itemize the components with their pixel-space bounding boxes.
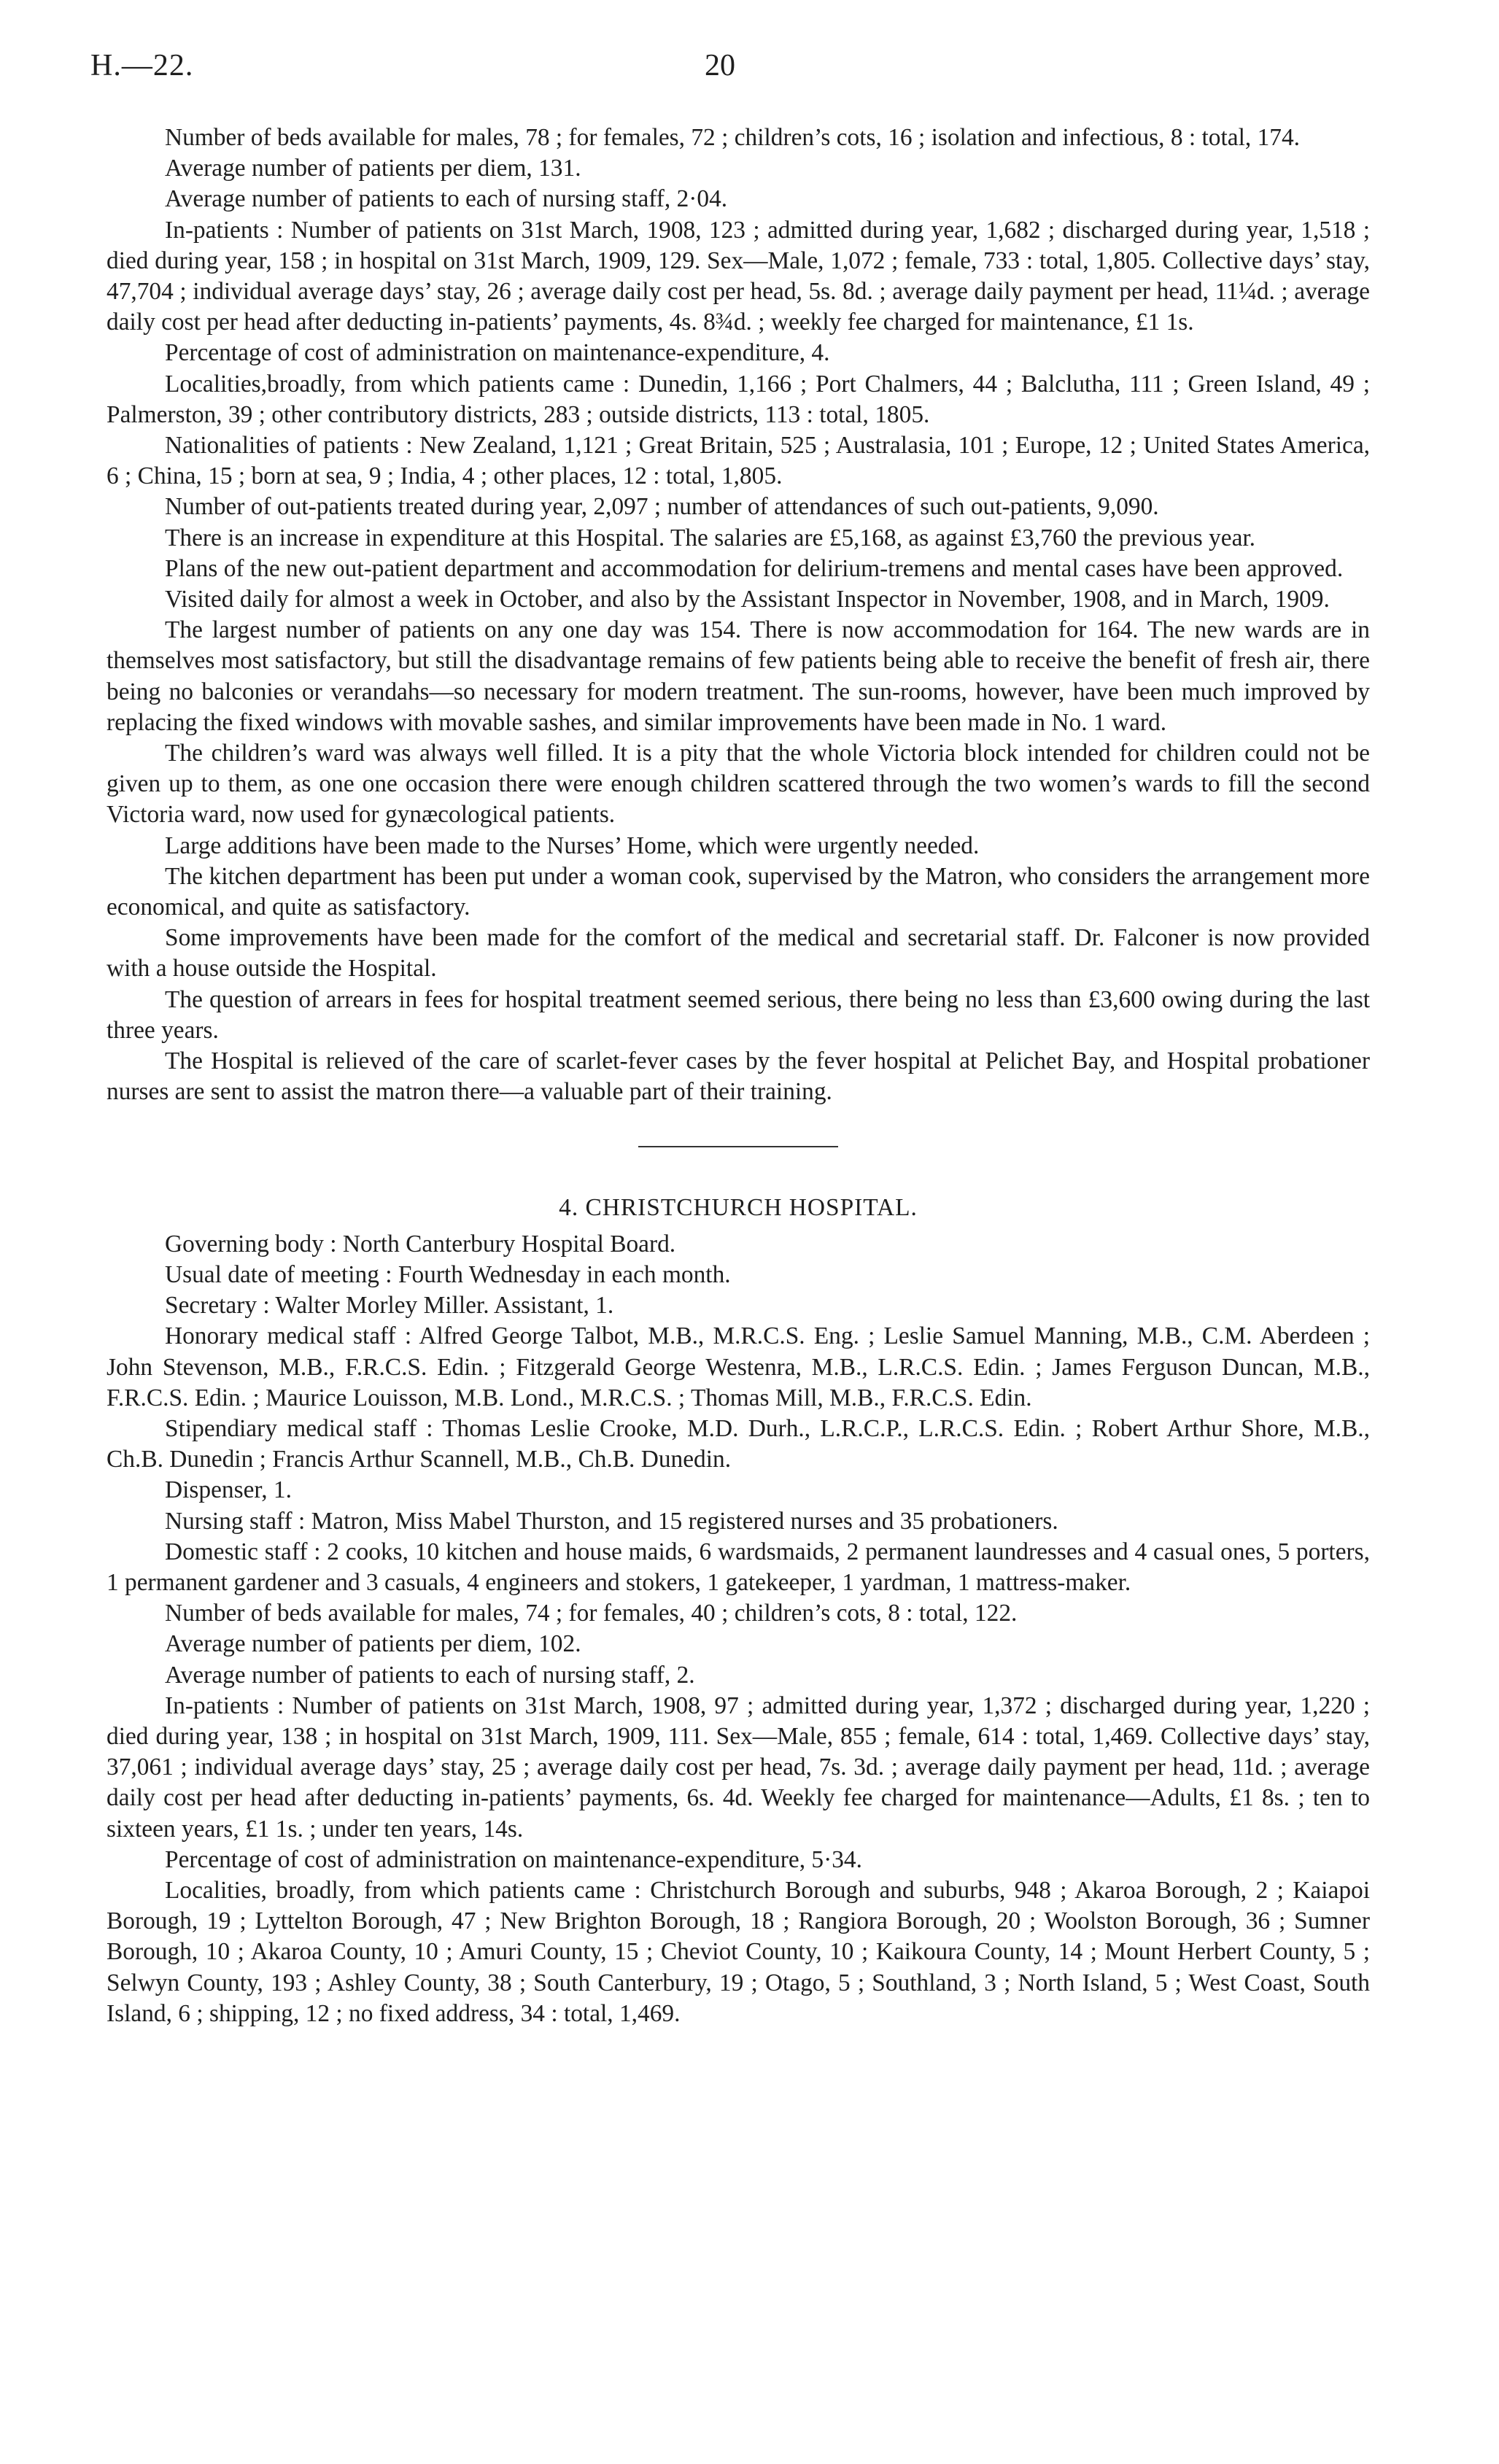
paragraph: Usual date of meeting : Fourth Wednesday in each month. (165, 1260, 731, 1288)
paragraph: Stipendiary medical staff : Thomas Leslie Crooke, M.D. Durh., L.R.C.P., L.R.C.S. Edin. ; Robert Arthur Shore, M.B., Ch.B. Dunedin ; Francis Arthur Scannell, M.B., Ch.B. Dunedin. (106, 1414, 1370, 1473)
document-id: H.—22. (90, 49, 194, 82)
paragraph: Average number of patients per diem, 102. (165, 1630, 581, 1658)
paragraph: Visited daily for almost a week in October, and also by the Assistant Inspector in November, 1908, and in March, 1909. (165, 586, 1330, 613)
paragraph: Domestic staff : 2 cooks, 10 kitchen and house maids, 6 wardsmaids, 2 permanent laundresses and 4 casual ones, 5 porters, 1 permanent gardener and 3 casuals, 4 engineers and stokers, 1 gatekeeper, 1 yardman, 1 mattress-maker. (106, 1538, 1370, 1596)
paragraph: The largest number of patients on any one day was 154. There is now accommodation for 164. The new wards are in themselves most satisfactory, but still the disadvantage remains of few patients being able to receive the benefit of fresh air, there being no balconies or verandahs—so necessary for modern treatment. The sun-rooms, however, have been much improved by replacing the fixed windows with movable sashes, and similar improvements have been made in No. 1 ward. (106, 616, 1370, 736)
paragraph: The Hospital is relieved of the care of scarlet-fever cases by the fever hospital at Pelichet Bay, and Hospital probationer nurses are sent to assist the matron there—a valuable part of their training. (106, 1047, 1370, 1106)
paragraph: Plans of the new out-patient department and accommodation for delirium-tremens and mental cases have been approved. (165, 554, 1344, 582)
paragraph: Large additions have been made to the Nurses’ Home, which were urgently needed. (165, 832, 980, 859)
section-title: 4. CHRISTCHURCH HOSPITAL. (559, 1193, 918, 1221)
page-number: 20 (705, 49, 735, 82)
christchurch-hospital-section (106, 1193, 1370, 2029)
paragraph: The children’s ward was always well filled. It is a pity that the whole Victoria block intended for children could not be given up to them, as one one occasion there were enough children scattered through the two women’s wards to fill the second Victoria ward, now used for gynæcological patients. (106, 740, 1370, 829)
paragraph: Nursing staff : Matron, Miss Mabel Thurston, and 15 registered nurses and 35 probationers. (165, 1507, 1058, 1535)
paragraph: Average number of patients per diem, 131. (165, 155, 581, 182)
paragraph: Governing body : North Canterbury Hospital Board. (165, 1230, 676, 1258)
paragraph: Number of beds available for males, 74 ; for females, 40 ; children’s cots, 8 : total, 122. (165, 1600, 1018, 1627)
paragraph: The kitchen department has been put under a woman cook, supervised by the Matron, who considers the arrangement more economical, and quite as satisfactory. (106, 862, 1370, 921)
paragraph: Number of beds available for males, 78 ; for females, 72 ; children’s cots, 16 ; isolation and infectious, 8 : total, 174. (165, 124, 1301, 151)
paragraph: In-patients : Number of patients on 31st March, 1908, 123 ; admitted during year, 1,682 ; discharged during year, 1,518 ; died during year, 158 ; in hospital on 31st March, 1909, 129. Sex—Male, 1,072 ; female, 733 : total, 1,805. Collective days’ stay, 47,704 ; individual average days’ stay, 26 ; average daily cost per head, 5s. 8d. ; average daily payment per head, 11¼d. ; average daily cost per head after deducting in-patients’ payments, 4s. 8¾d. ; weekly fee charged for maintenance, £1 1s. (106, 216, 1370, 336)
paragraph: Percentage of cost of administration on maintenance-expenditure, 4. (165, 339, 830, 367)
paragraph: Localities,broadly, from which patients came : Dunedin, 1,166 ; Port Chalmers, 44 ; Balclutha, 111 ; Green Island, 49 ; Palmerston, 39 ; other contributory districts, 283 ; outside districts, 113 : total, 1805. (106, 370, 1370, 428)
dunedin-hospital-section (106, 123, 1370, 1108)
page-header (90, 48, 1409, 92)
paragraph: Nationalities of patients : New Zealand, 1,121 ; Great Britain, 525 ; Australasia, 101 ; Europe, 12 ; United States America, 6 ; China, 15 ; born at sea, 9 ; India, 4 ; other places, 12 : total, 1,805. (106, 432, 1370, 490)
paragraph: In-patients : Number of patients on 31st March, 1908, 97 ; admitted during year, 1,372 ; discharged during year, 1,220 ; died during year, 138 ; in hospital on 31st March, 1909, 111. Sex—Male, 855 ; female, 614 : total, 1,469. Collective days’ stay, 37,061 ; individual average days’ stay, 25 ; average daily cost per head, 7s. 3d. ; average daily payment per head, 11d. ; average daily cost per head after deducting in-patients’ payments, 6s. 4d. Weekly fee charged for maintenance—Adults, £1 8s. ; ten to sixteen years, £1 1s. ; under ten years, 14s. (106, 1692, 1370, 1843)
paragraph: Localities, broadly, from which patients came : Christchurch Borough and suburbs, 948 ; Akaroa Borough, 2 ; Kaiapoi Borough, 19 ; Lyttelton Borough, 47 ; New Brighton Borough, 18 ; Rangiora Borough, 20 ; Woolston Borough, 36 ; Sumner Borough, 10 ; Akaroa County, 10 ; Amuri County, 15 ; Cheviot County, 10 ; Kaikoura County, 14 ; Mount Herbert County, 5 ; Selwyn County, 193 ; Ashley County, 38 ; South Canterbury, 19 ; Otago, 5 ; Southland, 3 ; North Island, 5 ; West Coast, South Island, 6 ; shipping, 12 ; no fixed address, 34 : total, 1,469. (106, 1876, 1370, 2027)
paragraph: Average number of patients to each of nursing staff, 2. (165, 1661, 695, 1689)
paragraph: Average number of patients to each of nursing staff, 2·04. (165, 185, 728, 213)
paragraph: Honorary medical staff : Alfred George Talbot, M.B., M.R.C.S. Eng. ; Leslie Samuel Manning, M.B., C.M. Aberdeen ; John Stevenson, M.B., F.R.C.S. Edin. ; Fitzgerald George Westenra, M.B., L.R.C.S. Edin. ; James Ferguson Duncan, M.B., F.R.C.S. Edin. ; Maurice Louisson, M.B. Lond., M.R.C.S. ; Thomas Mill, M.B., F.R.C.S. Edin. (106, 1322, 1370, 1411)
paragraph: Percentage of cost of administration on maintenance-expenditure, 5·34. (165, 1845, 862, 1873)
paragraph: Some improvements have been made for the comfort of the medical and secretarial staff. Dr. Falconer is now provided with a house outside the Hospital. (106, 924, 1370, 983)
paragraph: Secretary : Walter Morley Miller. Assistant, 1. (165, 1292, 614, 1320)
paragraph: Number of out-patients treated during year, 2,097 ; number of attendances of such out-patients, 9,090. (165, 493, 1159, 521)
document-body (106, 123, 1370, 2029)
section-divider (638, 1146, 838, 1147)
paragraph: Dispenser, 1. (165, 1476, 292, 1504)
paragraph: The question of arrears in fees for hospital treatment seemed serious, there being no less than £3,600 owing during the last three years. (106, 985, 1370, 1044)
paragraph: There is an increase in expenditure at this Hospital. The salaries are £5,168, as against £3,760 the previous year. (165, 524, 1256, 551)
